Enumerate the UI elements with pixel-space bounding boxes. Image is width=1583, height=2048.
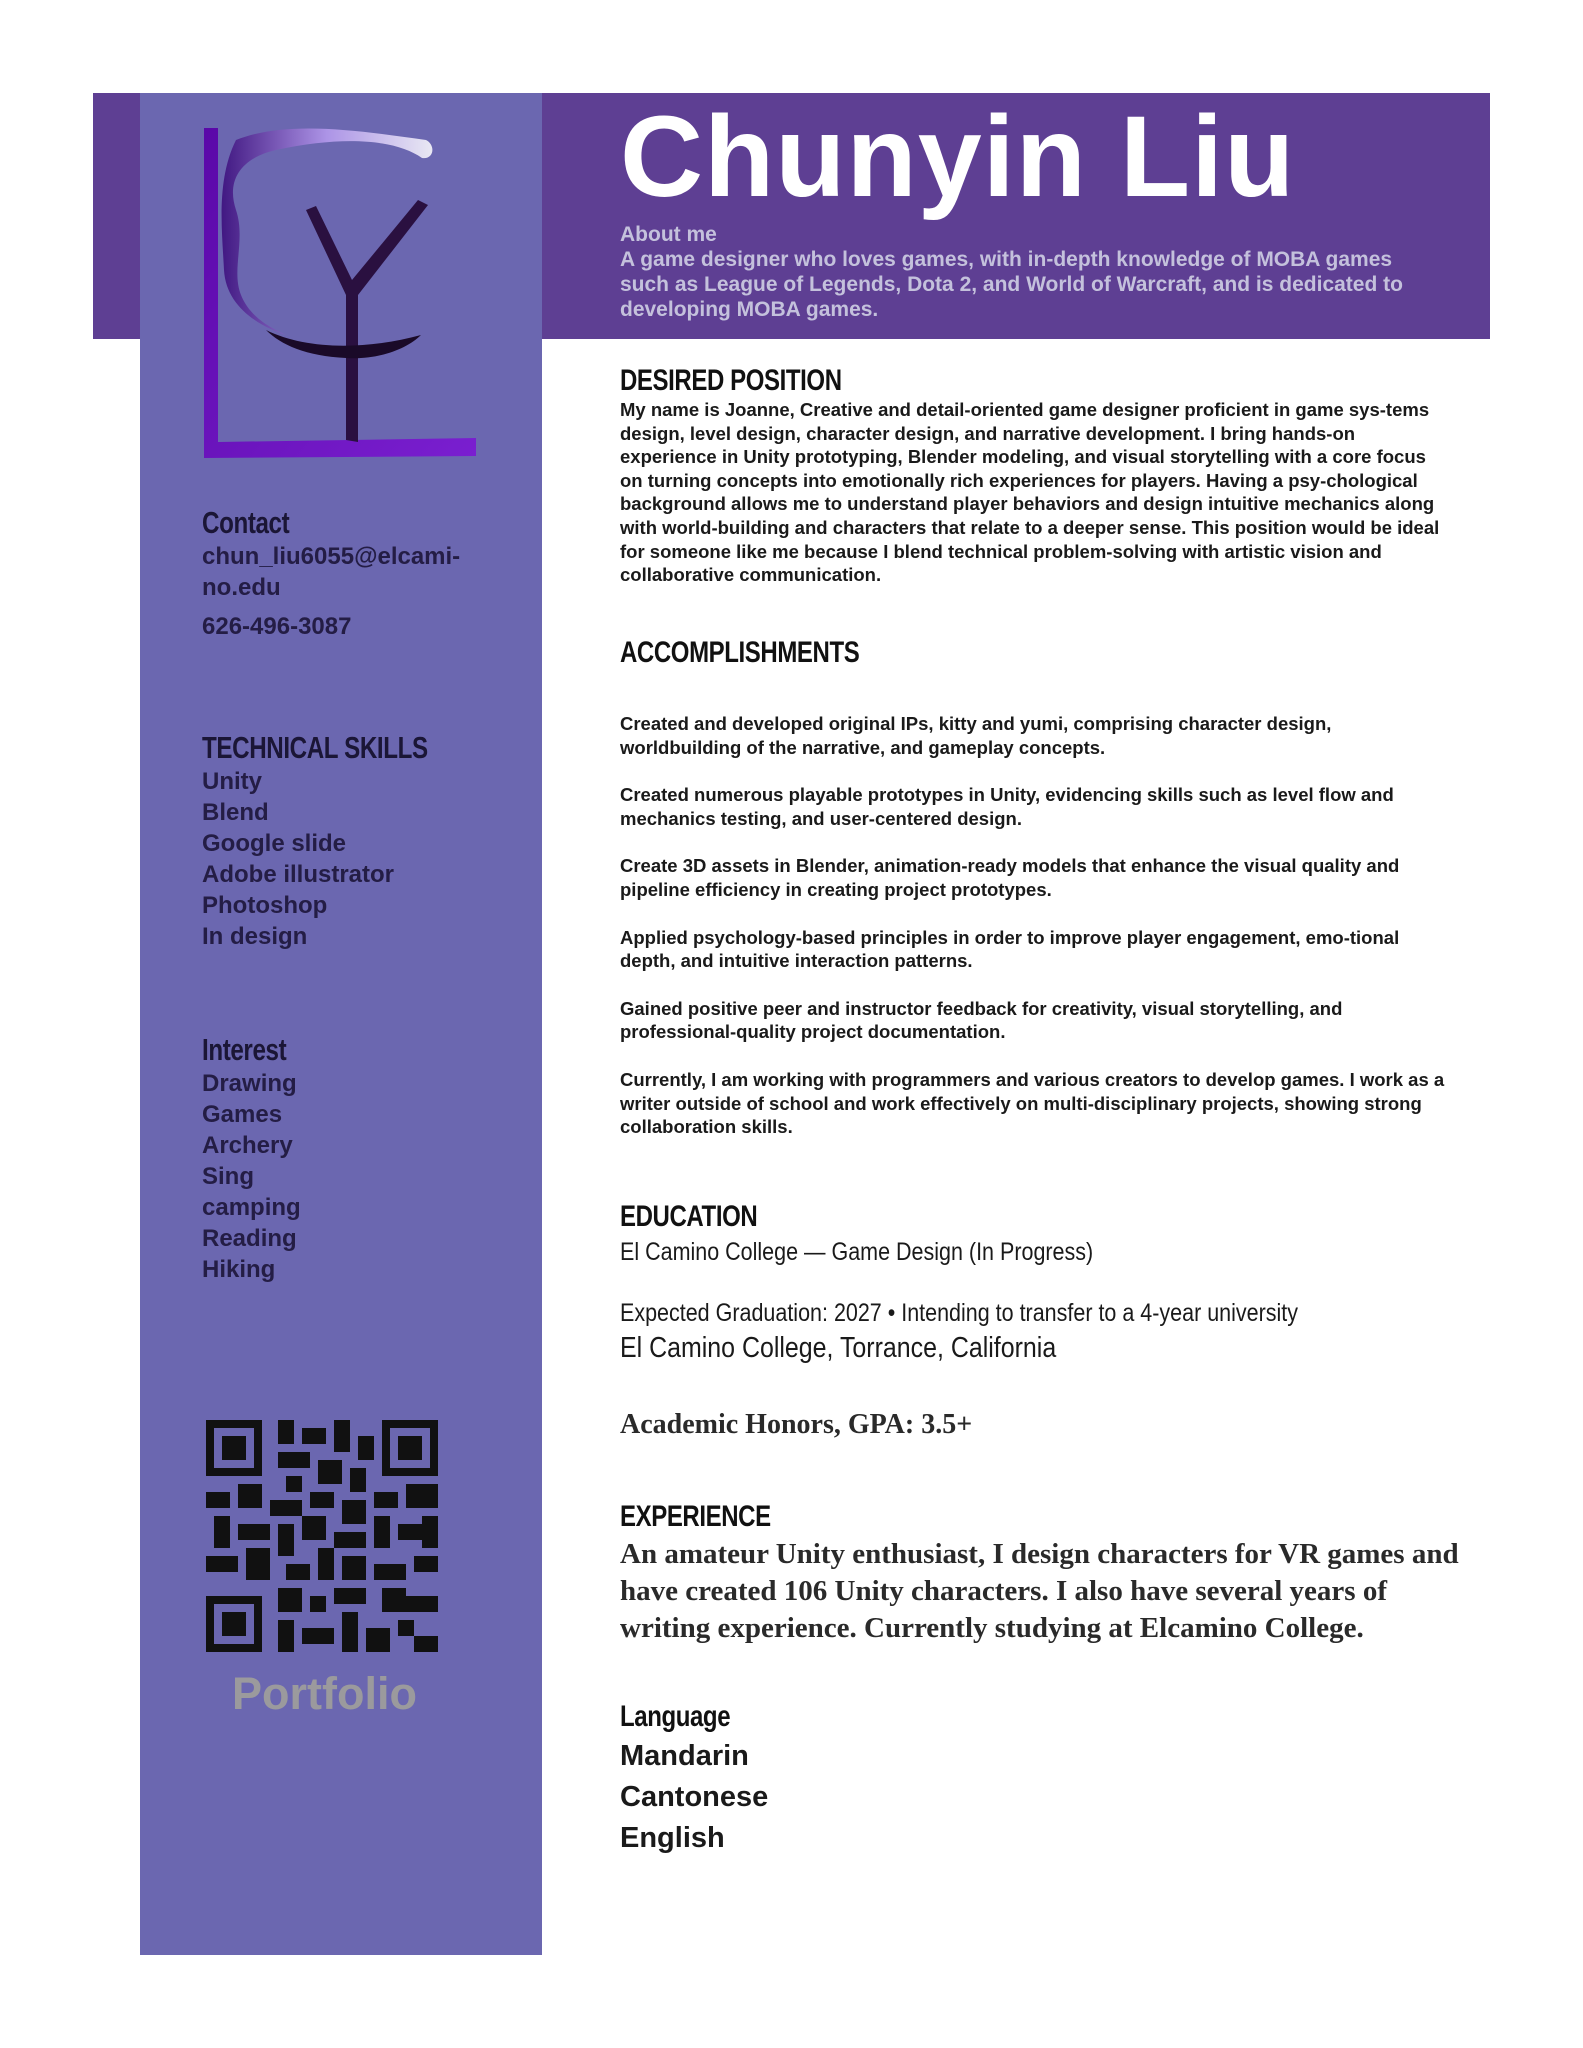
experience-text: An amateur Unity enthusiast, I design characters for VR games and have created 106 Unity characters. I also have several years of writing experience. Currently studying at Elcamino College. — [620, 1538, 1459, 1644]
interest-item: Archery — [202, 1132, 293, 1159]
skill-item: Google slide — [202, 830, 347, 857]
accomplishment-item: Created and developed original IPs, kitty and yumi, comprising character design, worldbuilding of the narrative, and gameplay concepts. — [620, 713, 1332, 758]
experience-section — [620, 1500, 1480, 1647]
language-item: Cantonese — [620, 1781, 769, 1813]
education-graduation: Expected Graduation: 2027 • Intending to transfer to a 4-year university — [620, 1299, 1299, 1327]
accomplishment-item: Gained positive peer and instructor feedback for creativity, visual storytelling, and professional-quality project documentation. — [620, 997, 1343, 1043]
email-line-1: chun_liu6055@elcami- — [202, 543, 461, 570]
desired-position-section — [620, 364, 1450, 587]
interest-item: Sing — [202, 1163, 254, 1190]
academic-honors: Academic Honors, GPA: 3.5+ — [620, 1409, 973, 1440]
language-item: Mandarin — [620, 1740, 749, 1772]
accomplishments-list — [620, 712, 1450, 1139]
technical-skills-section — [202, 730, 522, 952]
education-heading: EDUCATION — [620, 1200, 758, 1233]
accomplishment-item: Created numerous playable prototypes in Unity, evidencing skills such as level flow and mechanics testing, and user-centered design. — [620, 784, 1394, 829]
accomplishment-item: Create 3D assets in Blender, animation-ready models that enhance the visual quality and pipeline efficiency in creating project prototypes. — [620, 855, 1400, 900]
skill-item: Adobe illustrator — [202, 861, 395, 888]
education-program: El Camino College — Game Design (In Progress) — [620, 1238, 1094, 1266]
desired-position-text: My name is Joanne, Creative and detail-oriented game designer proficient in game sys-tems design, level design, character design, and narrative development. I bring hands-on experience in Unity prototyping, Blender modeling, and visual storytelling with a core focus on turning concepts into emotionally rich experiences for players. Having a psy-chological background allows me to understand player behaviors and design intuitive mechanics along with world-building and characters that relate to a deeper sense. This position would be ideal for someone like me because I blend technical problem-solving with artistic vision and collaborative communication. — [620, 399, 1440, 586]
skills-heading: TECHNICAL SKILLS — [202, 730, 428, 765]
interest-item: Drawing — [202, 1070, 297, 1097]
interest-item: Reading — [202, 1225, 297, 1252]
interest-section — [202, 1032, 522, 1285]
portfolio-label[interactable]: Portfolio — [232, 1668, 417, 1719]
about-label: About me — [620, 223, 717, 246]
accomplishment-item: Currently, I am working with programmers and various creators to develop games. I work as a writer outside of school and work effectively on multi-disciplinary projects, showing strong collaboration skills. — [620, 1068, 1445, 1138]
skill-item: In design — [202, 923, 308, 950]
email-link[interactable] — [202, 541, 522, 603]
education-location: El Camino College, Torrance, California — [620, 1332, 1057, 1364]
language-heading: Language — [620, 1700, 731, 1733]
experience-heading: EXPERIENCE — [620, 1500, 771, 1533]
contact-section — [202, 505, 522, 642]
email-line-2: no.edu — [202, 574, 281, 601]
accomplishments-heading: ACCOMPLISHMENTS — [620, 636, 860, 669]
skill-item: Photoshop — [202, 892, 328, 919]
phone-number[interactable]: 626-496-3087 — [202, 613, 352, 640]
qr-code-icon[interactable] — [206, 1420, 438, 1652]
ly-monogram-logo — [196, 120, 486, 465]
skill-item: Unity — [202, 768, 262, 795]
desired-position-heading: DESIRED POSITION — [620, 364, 842, 397]
interest-heading: Interest — [202, 1032, 287, 1067]
skill-item: Blend — [202, 799, 269, 826]
about-section — [620, 222, 1440, 322]
accomplishments-section — [620, 636, 1450, 1163]
language-section — [620, 1700, 1220, 1857]
interest-item: Hiking — [202, 1256, 276, 1283]
contact-heading: Contact — [202, 505, 290, 540]
interest-item: Games — [202, 1101, 283, 1128]
accomplishment-item: Applied psychology-based principles in order to improve player engagement, emo-tional depth, and intuitive interaction patterns. — [620, 926, 1400, 972]
interest-item: camping — [202, 1194, 301, 1221]
language-item: English — [620, 1822, 725, 1854]
about-text: A game designer who loves games, with in-depth knowledge of MOBA games such as League of Legends, Dota 2, and World of Warcraft, and is dedicated to developing MOBA games. — [620, 248, 1403, 321]
education-section — [620, 1200, 1480, 1441]
candidate-name: Chunyin Liu — [620, 93, 1296, 221]
